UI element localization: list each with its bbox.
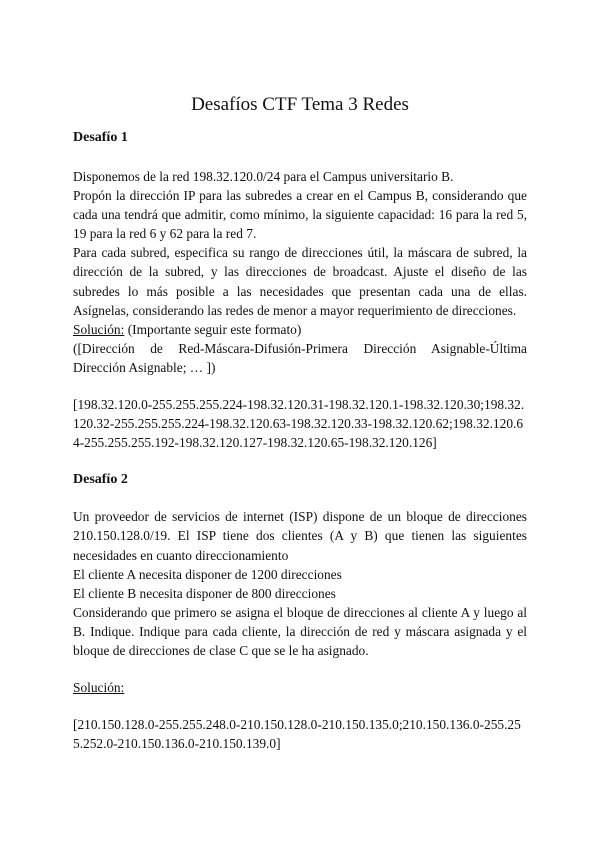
spacer [73,452,527,470]
desafio-2-paragraph-4: Considerando que primero se asigna el bloque de direcciones al cliente A y luego al B. Indique. Indique para cada cliente, la dirección de red y máscara asignada y el bloque de direcciones de clase C que se le ha asignado. [73,604,527,658]
desafio-2-heading: Desafío 2 [73,472,128,488]
desafio-2-answer: [210.150.128.0-255.255.248.0-210.150.128.0-210.150.135.0;210.150.136.0-255.255.252.0-210.150.136.0-210.150.139.0] [73,717,521,752]
desafio-1-answer: [198.32.120.0-255.255.255.224-198.32.120.31-198.32.120.1-198.32.120.30;198.32.120.32-255.255.255.224-198.32.120.63-198.32.120.33-198.32.120.62;198.32.120.64-255.255.255.192-198.32.120.127-198.32.120.65-198.32.120.126] [73,397,525,451]
spacer [73,697,527,715]
desafio-1-format: ([Dirección de Red-Máscara-Difusión-Primera Dirección Asignable-Última Dirección Asignable; … ]) [73,340,527,375]
desafio-2-paragraph-1: Un proveedor de servicios de internet (ISP) dispone de un bloque de direcciones 210.150.128.0/19. El ISP tiene dos clientes (A y B) que tienen las siguientes necesidades en cuanto direccionamiento [73,509,527,563]
spacer [73,147,527,167]
spacer [73,118,527,128]
desafio-2-solution-label: Solución: [73,680,125,696]
desafio-1-paragraph-1: Disponemos de la red 198.32.120.0/24 para el Campus universitario B. [73,169,454,184]
desafio-1-heading: Desafío 1 [73,130,128,145]
document-title: Desafíos CTF Tema 3 Redes [191,94,409,115]
desafio-2-paragraph-2: El cliente A necesita disponer de 1200 direcciones [73,566,342,582]
document-page [73,92,527,753]
desafio-2-paragraph-3: El cliente B necesita disponer de 800 direcciones [73,585,336,601]
desafio-1-paragraph-3: Para cada subred, especifica su rango de direcciones útil, la máscara de subred, la dirección de la subred, y las direcciones de broadcast. Ajuste el diseño de las subredes lo más posible a las necesidades que presentan cada una de ellas. Asígnelas, considerando las redes de menor a mayor requerimiento de direcciones. [73,245,527,318]
desafio-1-paragraph-2: Propón la dirección IP para las subredes a crear en el Campus B, considerando que cada una tendrá que admitir, como mínimo, la siguiente capacidad: 16 para la red 5, 19 para la red 6 y 62 para la red 7. [73,188,527,242]
spacer [73,377,527,395]
spacer [73,489,527,507]
desafio-1-solution-note: (Importante seguir este formato) [124,321,302,337]
desafio-1-solution-line [73,320,527,339]
desafio-2-solution-line [73,678,527,697]
spacer [73,660,527,678]
desafio-1-solution-label: Solución: [73,321,125,337]
